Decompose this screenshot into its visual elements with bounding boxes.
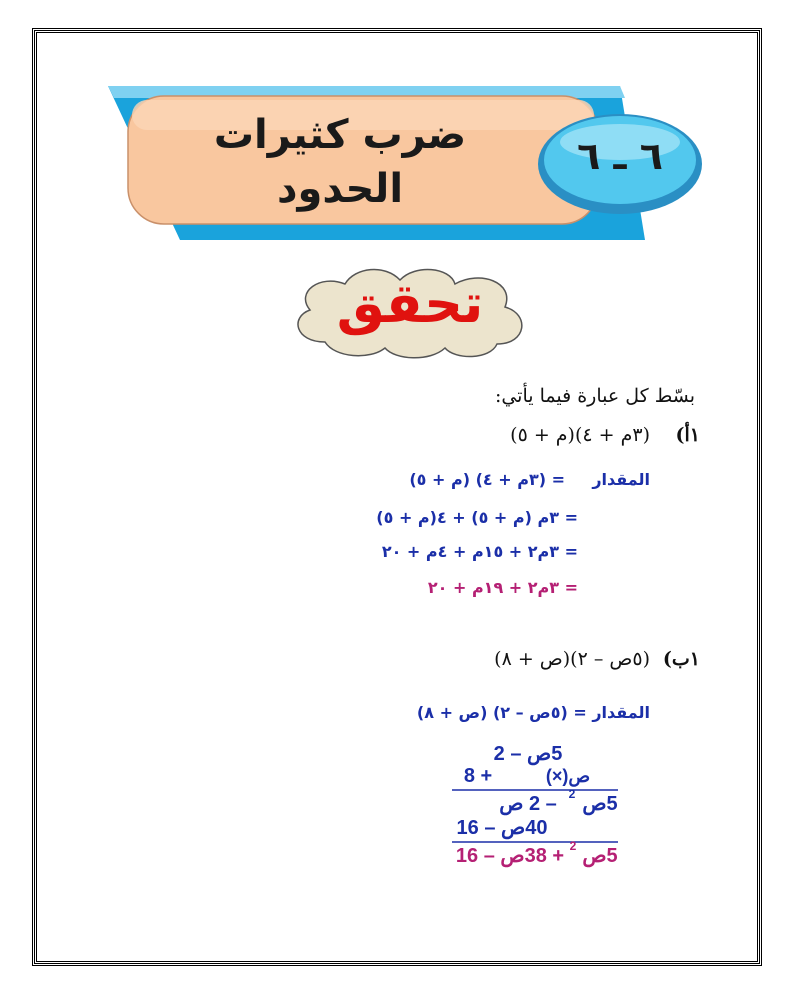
vertical-row2-right: ص(×): [545, 766, 591, 786]
vertical-result-exp: 2: [569, 839, 577, 853]
vertical-result-rest: + 38ص – 16: [455, 845, 565, 867]
solution-a-result: = ٣م٢ + ١٩م + ٢٠: [427, 578, 578, 597]
lesson-title-line1: ضرب كثيرات: [213, 112, 467, 158]
problem-a-expression: (٣م + ٤)(م + ٥): [510, 424, 650, 446]
problem-b-expression: (٥ص – ٢)(ص + ٨): [494, 648, 650, 670]
solution-b-setup: المقدار = (٥ص – ٢) (ص + ٨): [416, 703, 650, 722]
solution-a-step2: = ٣م (م + ٥) + ٤(م + ٥): [376, 508, 578, 527]
problem-b-label: ١ب): [662, 648, 700, 670]
vertical-multiplication: [440, 738, 640, 868]
vertical-row1: 5ص – 2: [493, 743, 563, 765]
solution-a-step3: = ٣م٢ + ١٥م + ٤م + ٢٠: [381, 542, 578, 561]
solution-a-step1: = (٣م + ٤) (م + ٥): [409, 470, 565, 489]
vertical-row4: 40ص – 16: [456, 817, 548, 839]
solution-a-label: المقدار: [592, 470, 650, 489]
vertical-row3-rest: – 2 ص: [499, 793, 557, 815]
instruction-text: بسّط كل عبارة فيما يأتي:: [494, 385, 695, 407]
lesson-title-line2: الحدود: [276, 166, 404, 212]
vertical-row3-exp: 2: [568, 787, 576, 801]
vertical-row3-term: 5ص: [582, 793, 618, 815]
vertical-row2-left: 8 +: [463, 765, 493, 787]
vertical-result-term: 5ص: [582, 845, 618, 867]
lesson-number: ٦ ـ ٦: [577, 134, 663, 178]
check-heading: تحقق: [336, 272, 484, 335]
problem-a-label: ١أ): [675, 424, 700, 446]
